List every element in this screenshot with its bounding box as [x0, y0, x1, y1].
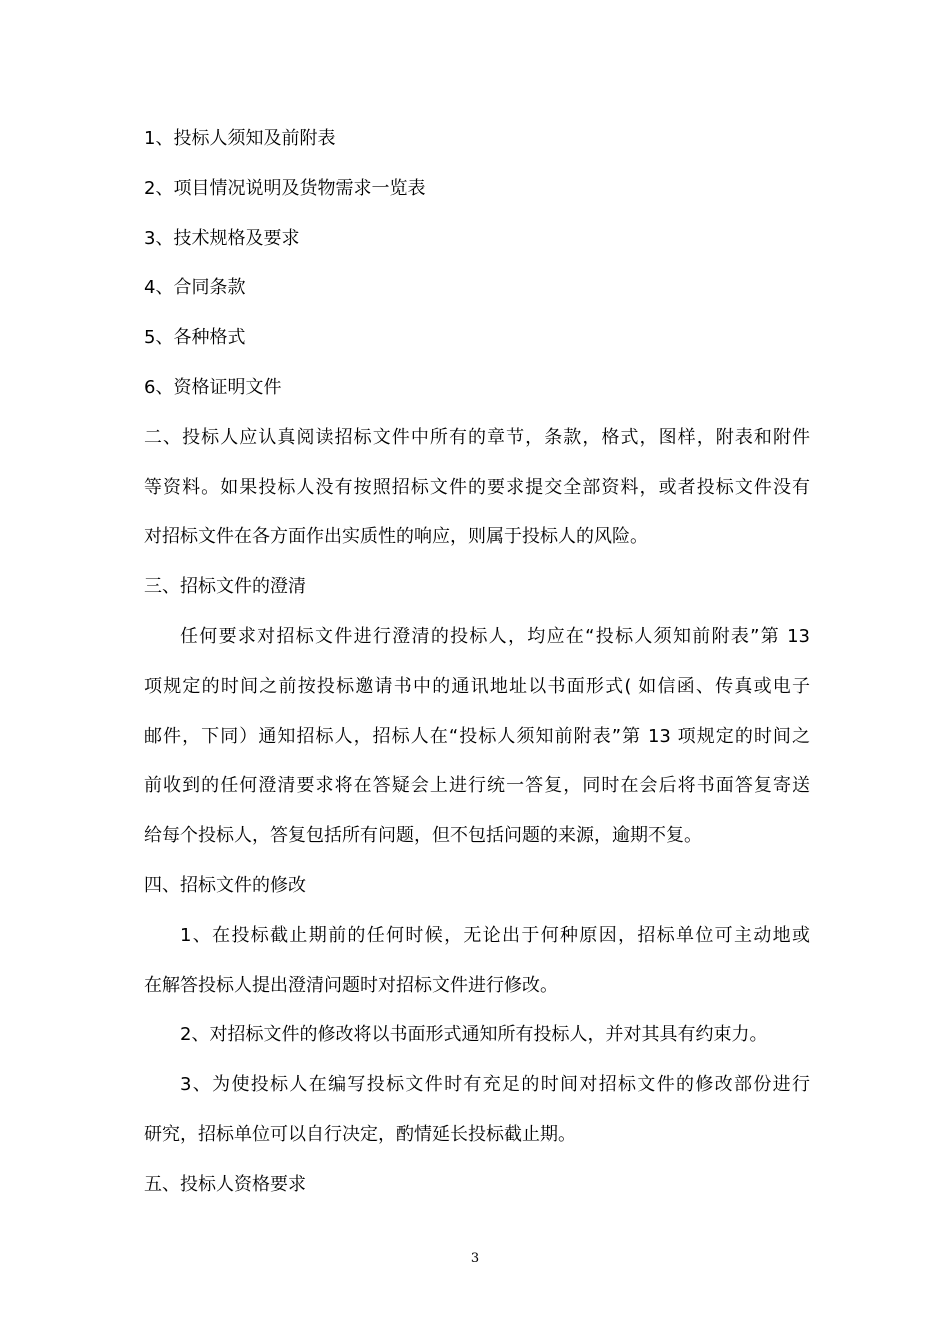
list-item-2: 2、项目情况说明及货物需求一览表: [144, 177, 426, 199]
section-3-text-line-4: 前收到的任何澄清要求将在答疑会上进行统一答复，同时在会后将书面答复寄送: [144, 775, 810, 797]
section-3-text-line-5: 给每个投标人，答复包括所有问题，但不包括问题的来源，逾期不复。: [144, 825, 702, 847]
section-2-text-line-2: 等资料。如果投标人没有按照招标文件的要求提交全部资料，或者投标文件没有: [144, 476, 810, 498]
section-3-text-line-1: 任何要求对招标文件进行澄清的投标人，均应在“投标人须知前附表”第 13: [180, 625, 810, 647]
section-4-item-2: 2、对招标文件的修改将以书面形式通知所有投标人，并对其具有约束力。: [180, 1024, 768, 1046]
list-item-5: 5、各种格式: [144, 327, 246, 349]
section-2-text-line-1: 二、投标人应认真阅读招标文件中所有的章节，条款，格式，图样，附表和附件: [144, 426, 810, 448]
section-4-item-3-line-1: 3、为使投标人在编写投标文件时有充足的时间对招标文件的修改部份进行: [180, 1074, 810, 1096]
list-item-6: 6、资格证明文件: [144, 376, 282, 398]
list-item-4: 4、合同条款: [144, 277, 246, 299]
list-item-1: 1、投标人须知及前附表: [144, 128, 336, 149]
section-5-heading: 五、投标人资格要求: [144, 1173, 306, 1195]
section-2-text-line-3: 对招标文件在各方面作出实质性的响应，则属于投标人的风险。: [144, 526, 648, 548]
list-item-3: 3、技术规格及要求: [144, 227, 300, 249]
section-3-text-line-3: 邮件，下同）通知招标人，招标人在“投标人须知前附表”第 13 项规定的时间之: [144, 725, 810, 747]
section-4-item-1-line-1: 1、在投标截止期前的任何时候，无论出于何种原因，招标单位可主动地或: [180, 924, 810, 946]
page-number: 3: [470, 1251, 480, 1266]
section-3-heading: 三、招标文件的澄清: [144, 576, 306, 598]
section-4-item-1-line-2: 在解答投标人提出澄清问题时对招标文件进行修改。: [144, 974, 558, 996]
section-4-item-3-line-2: 研究，招标单位可以自行决定，酌情延长投标截止期。: [144, 1123, 576, 1145]
section-3-text-line-2: 项规定的时间之前按投标邀请书中的通讯地址以书面形式( 如信函、传真或电子: [144, 675, 810, 697]
section-4-heading: 四、招标文件的修改: [144, 874, 306, 896]
document-body: [144, 114, 810, 1210]
